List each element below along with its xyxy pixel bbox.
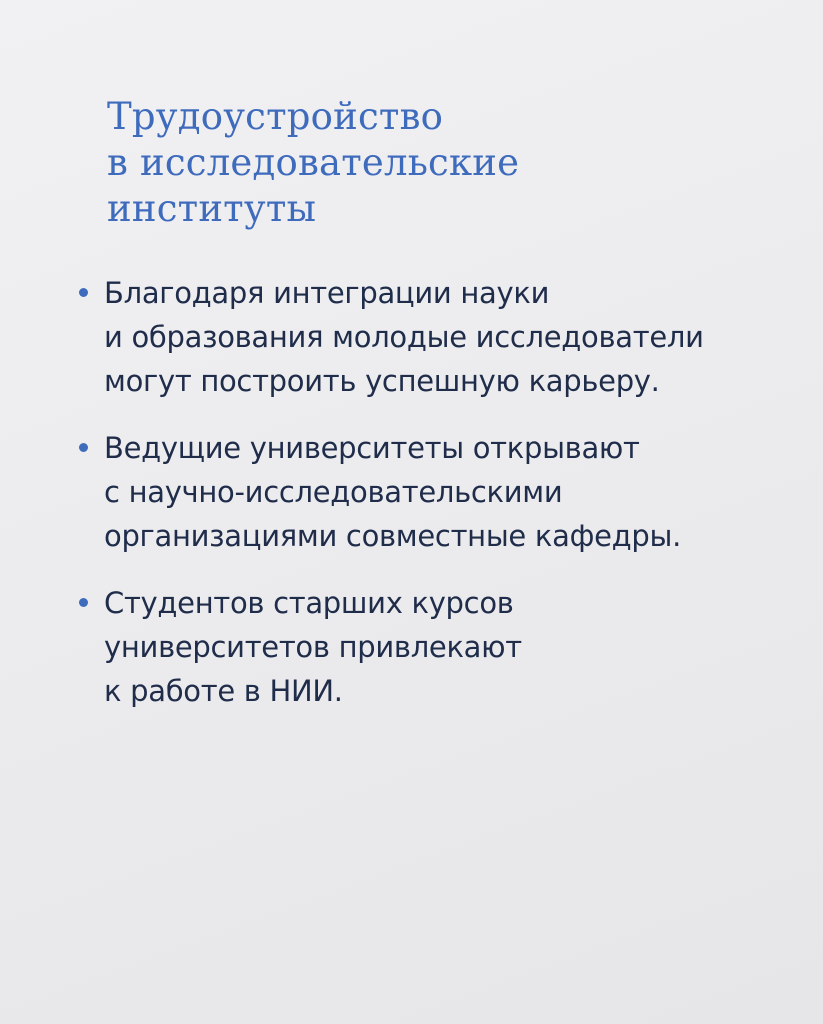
list-item-text: [104, 426, 798, 558]
list-item: [78, 581, 798, 713]
bullet-dot-icon: [79, 288, 88, 297]
bullet-list: [78, 271, 798, 736]
text-line: Благодаря интеграции науки: [104, 276, 550, 310]
title-line: в исследовательские: [107, 141, 520, 184]
list-item-text: [104, 581, 798, 713]
text-line: Ведущие университеты открывают: [104, 431, 640, 465]
text-line: к работе в НИИ.: [104, 674, 343, 708]
text-line: и образования молодые исследователи: [104, 320, 704, 354]
text-line: университетов привлекают: [104, 630, 522, 664]
bullet-dot-icon: [79, 598, 88, 607]
text-line: Студентов старших курсов: [104, 586, 514, 620]
list-item: [78, 426, 798, 558]
list-item-text: [104, 271, 798, 403]
text-line: организациями совместные кафедры.: [104, 519, 681, 553]
title-line: институты: [107, 187, 317, 230]
text-line: с научно-исследовательскими: [104, 475, 563, 509]
list-item: [78, 271, 798, 403]
bullet-dot-icon: [79, 443, 88, 452]
title-line: Трудоустройство: [107, 95, 444, 138]
page-title: [107, 94, 767, 232]
text-line: могут построить успешную карьеру.: [104, 364, 660, 398]
